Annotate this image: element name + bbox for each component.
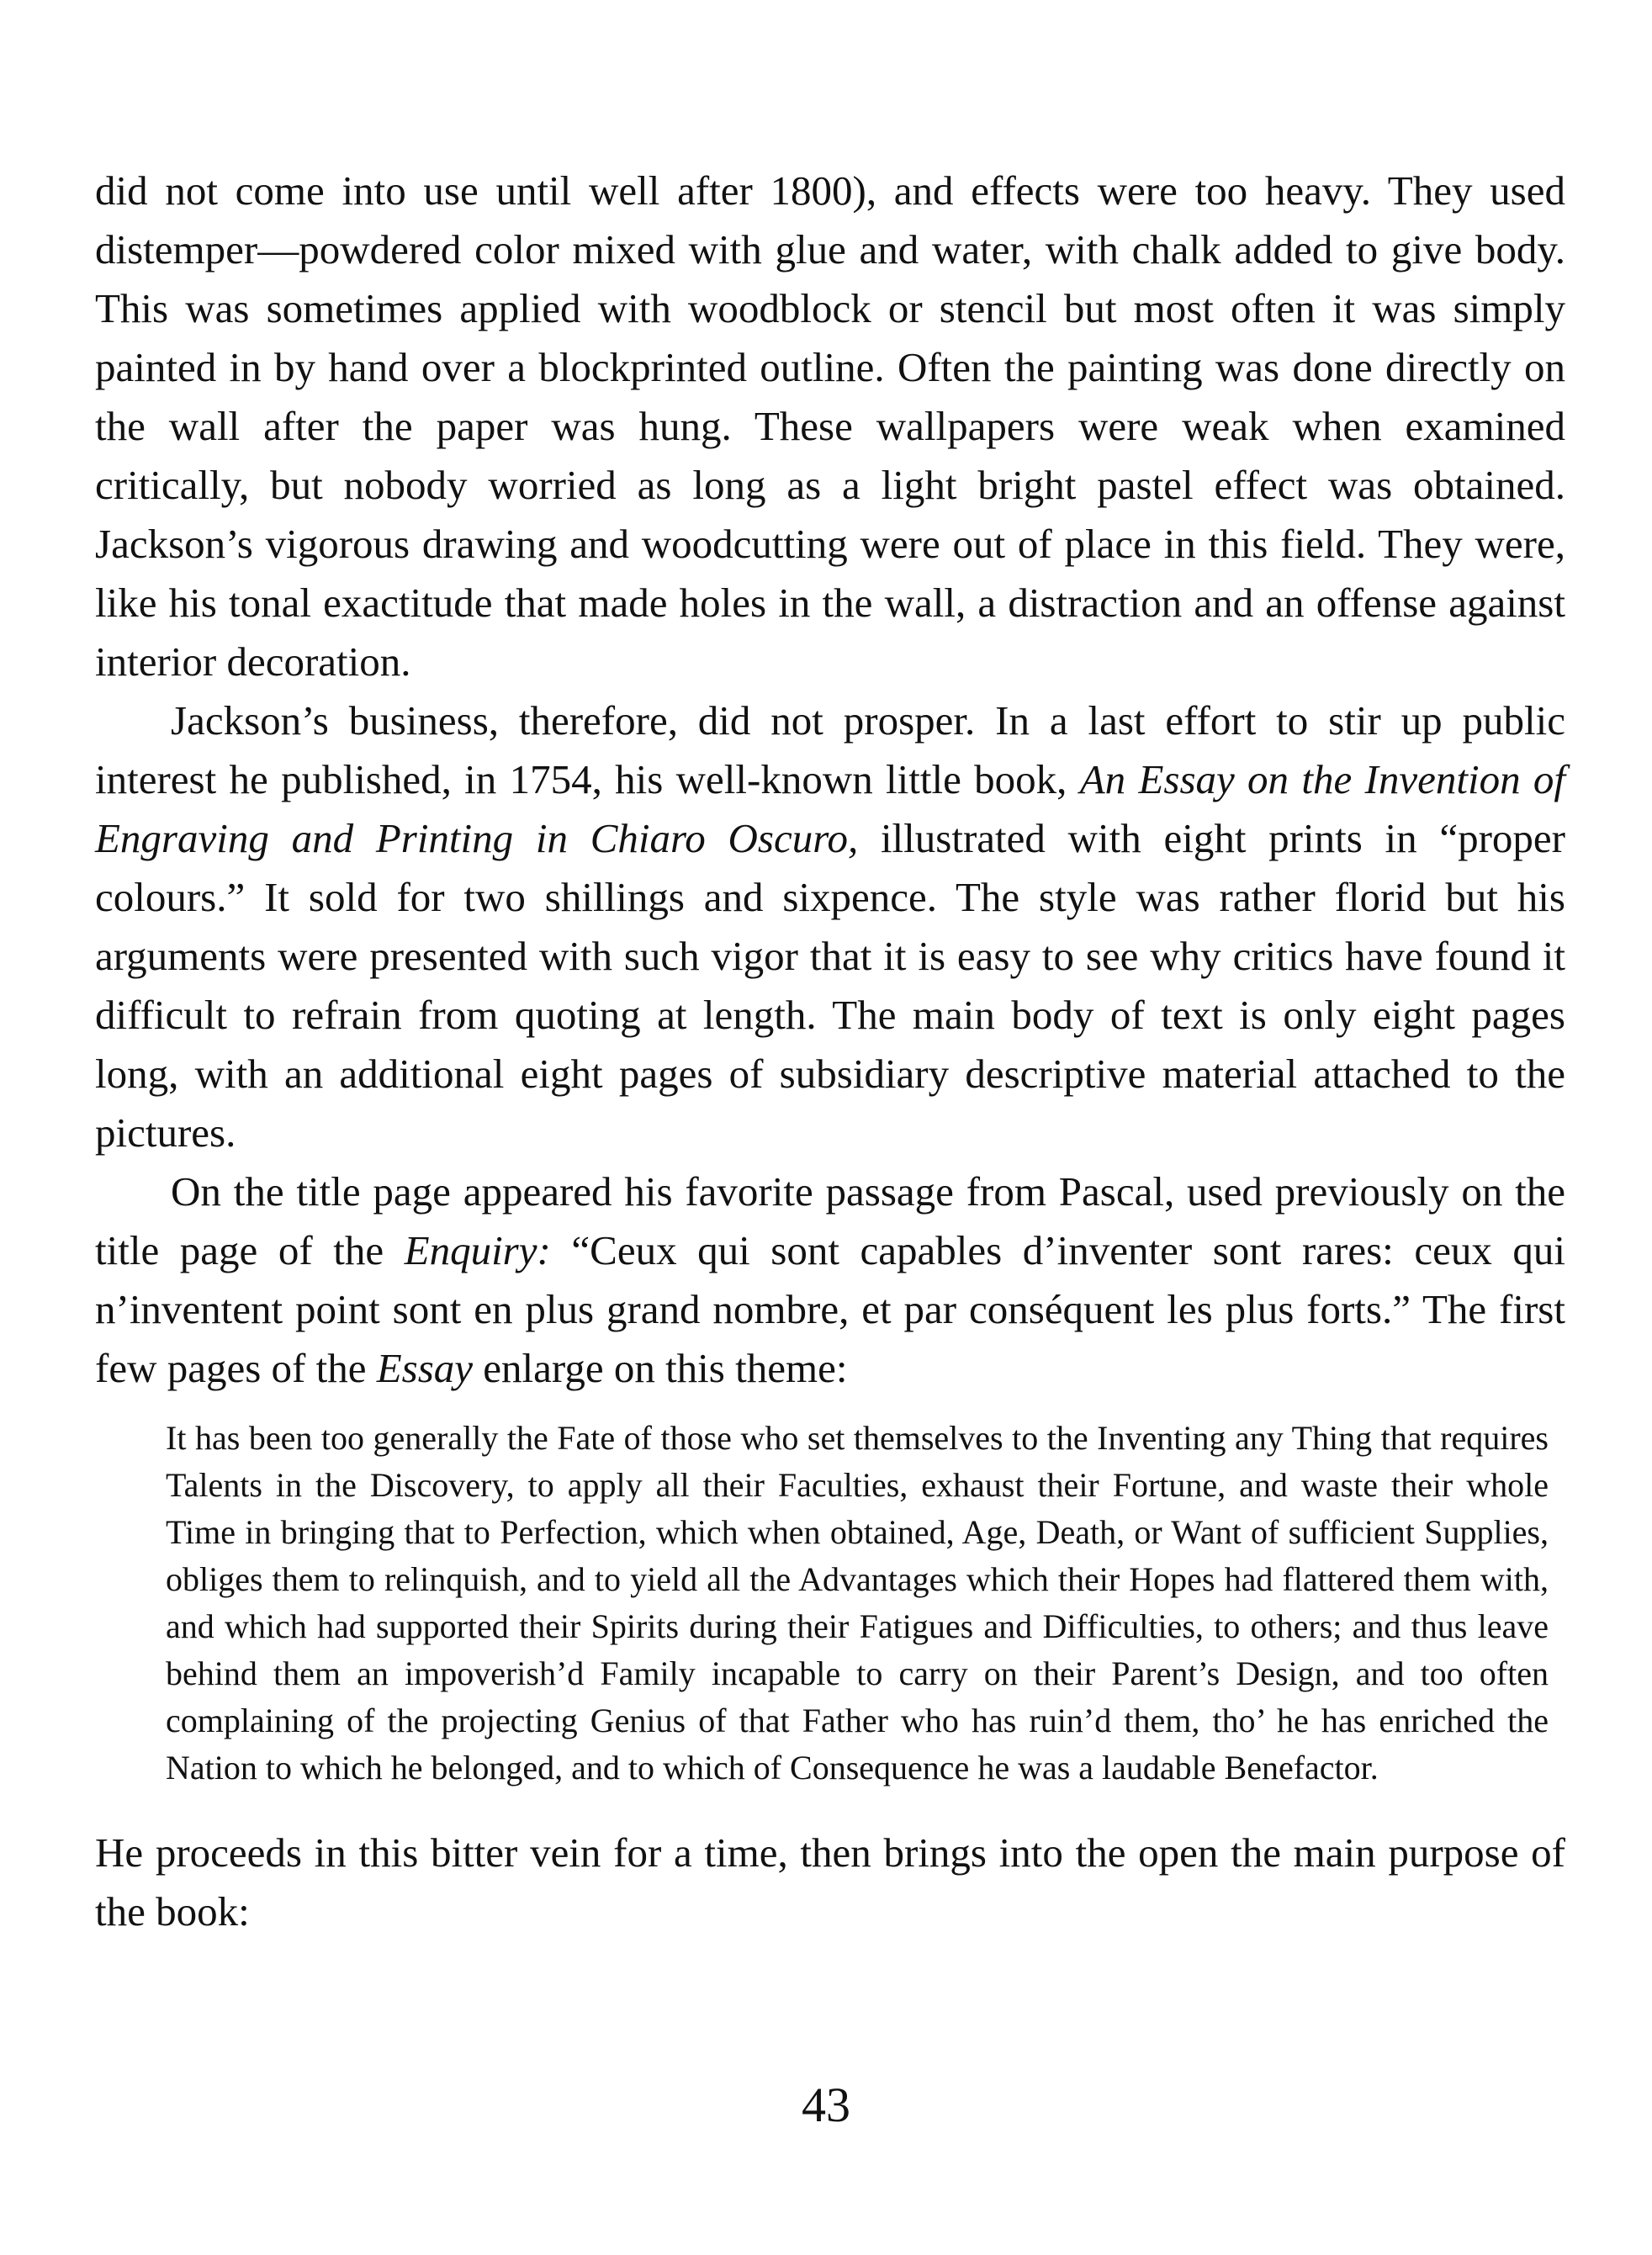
essay-title: An Essay on the Invention of Engraving and Printing in Chiaro Oscuro, [95, 756, 1565, 861]
paragraph-pascal-passage [95, 1162, 1565, 1398]
enquiry-title: Enquiry: [404, 1227, 551, 1273]
pascal-quote-text: “Ceux qui sont capables d’inventer sont rares: ceux qui n’inventent point sont en plus grand nombre, et par conséquent les plus forts.” The first few pages of the [95, 1227, 1565, 1391]
paragraph-essay-publication [95, 691, 1565, 1162]
essay-description-text: illustrated with eight prints in “proper colours.” It sold for two shillings and sixpence. The style was rather florid but his arguments were presented with such vigor that it is easy to see why critics have found it difficult to refrain from quoting at length. The main body of text is only eight pages long, with an additional eight pages of subsidiary descriptive material attached to the pictures. [95, 815, 1565, 1156]
page-number: 43 [802, 2078, 850, 2132]
pascal-intro-text: On the title page appeared his favorite passage from Pascal, used previously on the title page of the [95, 1168, 1565, 1273]
essay-short-title: Essay [376, 1345, 474, 1391]
block-quote: It has been too generally the Fate of those who set themselves to the Inventing any Thing that requires Talents in the Discovery, to apply all their Faculties, exhaust their Fortune, and waste their whole Time in bringing that to Perfection, which when obtained, Age, Death, or Want of sufficient Supplies, obliges them to relinquish, and to yield all the Advantages which their Hopes had flattered them with, and which had supported their Spirits during their Fatigues and Difficulties, to others; and thus leave behind them an impoverish’d Family incapable to carry on their Parent’s Design, and too often complaining of the projecting Genius of that Father who has ruin’d them, tho’ he has enriched the Nation to which he belonged, and to which of Consequence he was a laudable Benefactor. [166, 1419, 1549, 1787]
paragraph-wallpaper-distemper: did not come into use until well after 1800), and effects were too heavy. They used distemper—powdered color mixed with glue and water, with chalk added to give body. This was sometimes applied with woodblock or stencil but most often it was simply painted in by hand over a blockprinted outline. Often the painting was done directly on the wall after the paper was hung. These wallpapers were weak when examined critically, but nobody worried as long as a light bright pastel effect was obtained. Jackson’s vigorous drawing and woodcutting were out of place in this field. They were, like his tonal exactitude that made holes in the wall, a distraction and an offense against interior decoration. [95, 167, 1565, 685]
theme-text: enlarge on this theme: [473, 1345, 848, 1391]
body-text [95, 161, 1565, 1941]
paragraph-bitter-vein: He proceeds in this bitter vein for a time, then brings into the open the main purpose of the book: [95, 1829, 1565, 1935]
essay-intro-text: Jackson’s business, therefore, did not prosper. In a last effort to stir up public interest he published, in 1754, his well-known little book, [95, 697, 1565, 802]
